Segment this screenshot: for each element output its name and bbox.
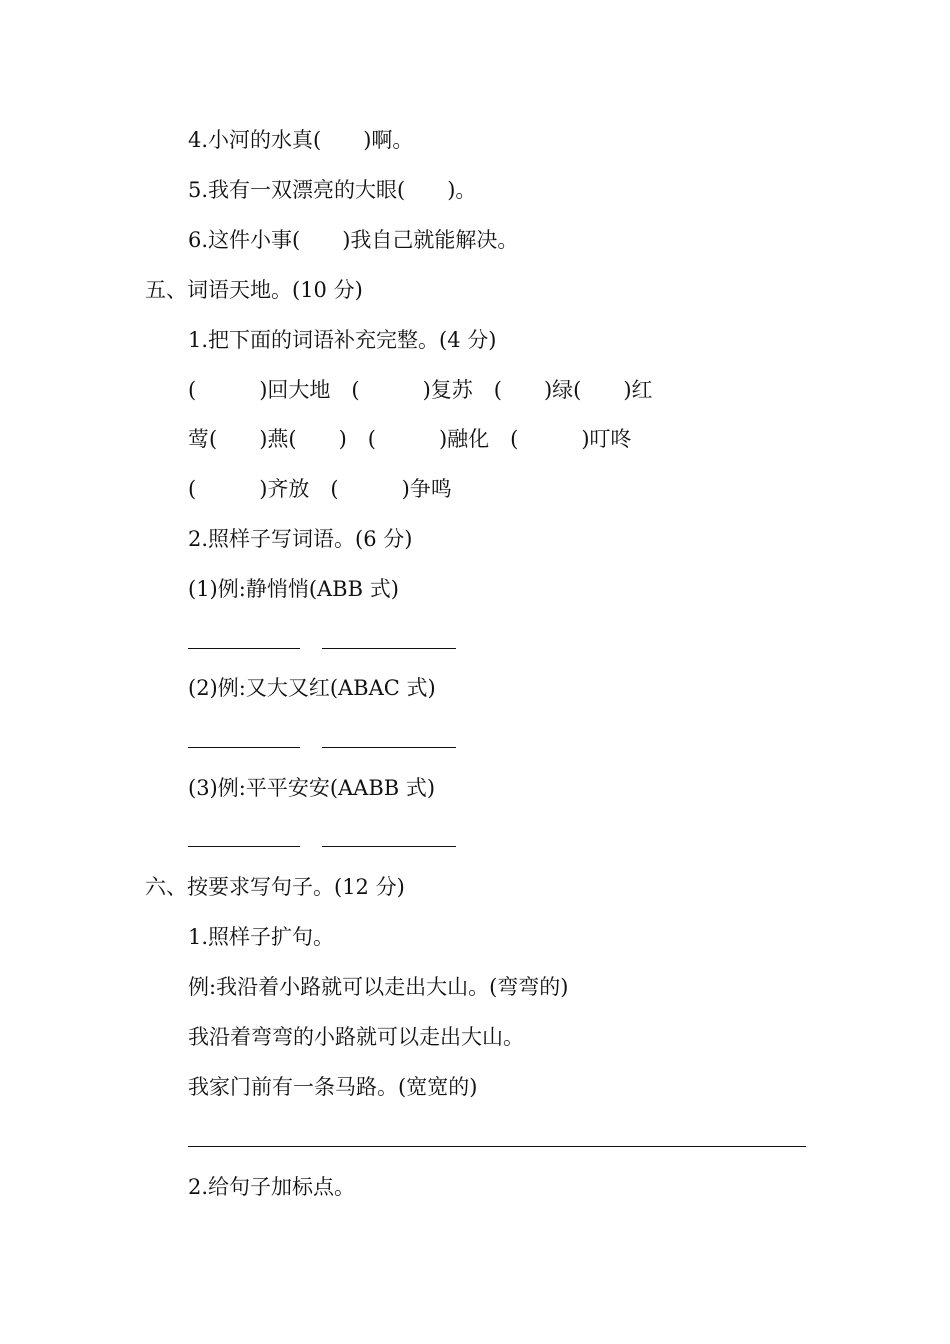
section5-q1-prompt: 1.把下面的词语补充完整。(4 分) (188, 328, 497, 352)
answer-blank-1a[interactable] (188, 648, 300, 649)
section4-item-6: 6.这件小事( )我自己就能解决。 (188, 228, 519, 252)
section5-q2-example-2: (2)例:又大又红(ABAC 式) (188, 676, 436, 700)
section5-q1-row1: ( )回大地 ( )复苏 ( )绿( )红 (188, 378, 653, 402)
answer-blank-3b[interactable] (322, 846, 456, 847)
section6-heading: 六、按要求写句子。(12 分) (145, 875, 405, 899)
section5-q2-prompt: 2.照样子写词语。(6 分) (188, 527, 413, 551)
section5-heading: 五、词语天地。(10 分) (145, 278, 363, 302)
section6-q1-example: 例:我沿着小路就可以走出大山。(弯弯的) (188, 975, 569, 999)
section4-item-4: 4.小河的水真( )啊。 (188, 128, 414, 152)
section5-q2-example-3: (3)例:平平安安(AABB 式) (188, 776, 436, 800)
answer-blank-2a[interactable] (188, 747, 300, 748)
section5-q1-row2: 莺( )燕( ) ( )融化 ( )叮咚 (188, 427, 632, 451)
answer-blank-3a[interactable] (188, 846, 300, 847)
section6-q2-prompt: 2.给句子加标点。 (188, 1175, 356, 1199)
answer-line-expand-sentence[interactable] (188, 1146, 806, 1147)
section6-q1-prompt: 1.照样子扩句。 (188, 925, 335, 949)
section5-q2-example-1: (1)例:静悄悄(ABB 式) (188, 577, 399, 601)
section5-q1-row3: ( )齐放 ( )争鸣 (188, 477, 452, 501)
section4-item-5: 5.我有一双漂亮的大眼( )。 (188, 178, 477, 202)
section6-q1-example-answer: 我沿着弯弯的小路就可以走出大山。 (188, 1025, 524, 1049)
answer-blank-1b[interactable] (322, 648, 456, 649)
section6-q1-task: 我家门前有一条马路。(宽宽的) (188, 1075, 478, 1099)
answer-blank-2b[interactable] (322, 747, 456, 748)
